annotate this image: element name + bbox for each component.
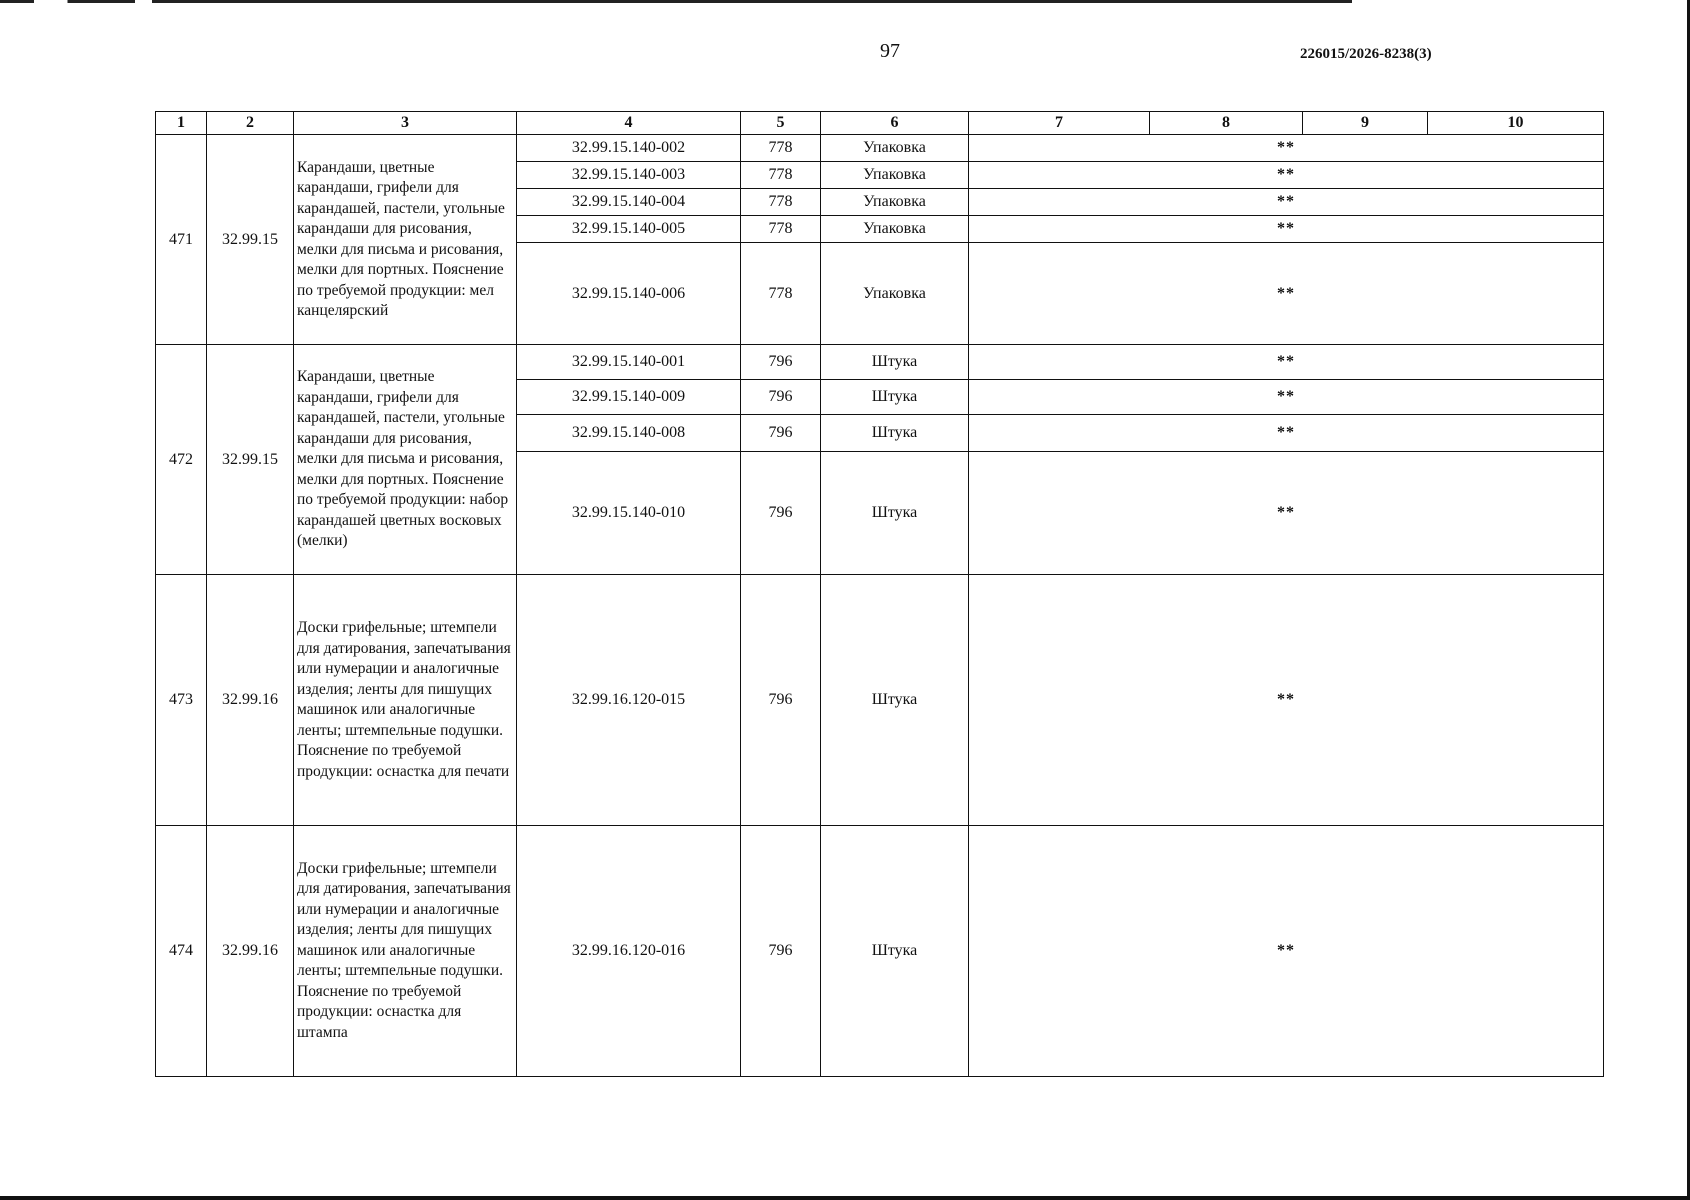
- restricted-value: **: [969, 135, 1604, 162]
- okpd-code: 32.99.16: [207, 826, 294, 1077]
- okpd-code: 32.99.15: [207, 135, 294, 345]
- page-number: 97: [880, 40, 900, 62]
- ktru-code: 32.99.15.140-002: [517, 135, 741, 162]
- table-header-row: [156, 112, 1604, 135]
- unit-name: Штука: [821, 452, 969, 575]
- product-description: Карандаши, цветные карандаши, грифели для карандашей, пастели, угольные карандаши для рисования, мелки для письма и рисования, мелки для портных. Пояснение по требуемой продукции: набор карандашей цветных восковых (мелки): [294, 345, 517, 575]
- col-header-6: 6: [821, 112, 969, 135]
- document-id: 226015/2026-8238(3): [1300, 46, 1432, 62]
- ktru-code: 32.99.15.140-008: [517, 415, 741, 452]
- okei-code: 796: [741, 345, 821, 380]
- restricted-value: **: [969, 162, 1604, 189]
- col-header-9: 9: [1303, 112, 1428, 135]
- col-header-5: 5: [741, 112, 821, 135]
- row-number: 471: [156, 135, 207, 345]
- unit-name: Штука: [821, 575, 969, 826]
- restricted-value: **: [969, 415, 1604, 452]
- ktru-code: 32.99.15.140-004: [517, 189, 741, 216]
- restricted-value: **: [969, 826, 1604, 1077]
- unit-name: Упаковка: [821, 135, 969, 162]
- unit-name: Упаковка: [821, 216, 969, 243]
- col-header-10: 10: [1428, 112, 1604, 135]
- ktru-code: 32.99.15.140-003: [517, 162, 741, 189]
- restricted-value: **: [969, 243, 1604, 345]
- products-table: [155, 111, 1604, 1077]
- product-description: Карандаши, цветные карандаши, грифели для карандашей, пастели, угольные карандаши для рисования, мелки для письма и рисования, мелки для портных. Пояснение по требуемой продукции: мел канцелярский: [294, 135, 517, 345]
- scan-edge-top: [0, 0, 1690, 3]
- restricted-value: **: [969, 575, 1604, 826]
- okpd-code: 32.99.16: [207, 575, 294, 826]
- okei-code: 796: [741, 452, 821, 575]
- okei-code: 778: [741, 162, 821, 189]
- col-header-2: 2: [207, 112, 294, 135]
- unit-name: Упаковка: [821, 243, 969, 345]
- col-header-7: 7: [969, 112, 1150, 135]
- restricted-value: **: [969, 452, 1604, 575]
- okei-code: 778: [741, 135, 821, 162]
- okei-code: 778: [741, 216, 821, 243]
- unit-name: Штука: [821, 380, 969, 415]
- unit-name: Штука: [821, 826, 969, 1077]
- table-row: [156, 826, 1604, 1077]
- okei-code: 778: [741, 243, 821, 345]
- ktru-code: 32.99.15.140-009: [517, 380, 741, 415]
- restricted-value: **: [969, 380, 1604, 415]
- ktru-code: 32.99.15.140-010: [517, 452, 741, 575]
- restricted-value: **: [969, 345, 1604, 380]
- row-number: 473: [156, 575, 207, 826]
- okei-code: 796: [741, 575, 821, 826]
- col-header-1: 1: [156, 112, 207, 135]
- ktru-code: 32.99.16.120-016: [517, 826, 741, 1077]
- product-description: Доски грифельные; штемпели для датирования, запечатывания или нумерации и аналогичные изделия; ленты для пишущих машинок или аналогичные ленты; штемпельные подушки. Пояснение по требуемой продукции: оснастка для печати: [294, 575, 517, 826]
- scan-edge-bottom: [0, 1196, 1690, 1200]
- okei-code: 796: [741, 826, 821, 1077]
- ktru-code: 32.99.15.140-005: [517, 216, 741, 243]
- ktru-code: 32.99.15.140-006: [517, 243, 741, 345]
- okei-code: 796: [741, 380, 821, 415]
- product-description: Доски грифельные; штемпели для датирования, запечатывания или нумерации и аналогичные изделия; ленты для пишущих машинок или аналогичные ленты; штемпельные подушки. Пояснение по требуемой продукции: оснастка для штампа: [294, 826, 517, 1077]
- unit-name: Штука: [821, 415, 969, 452]
- row-number: 472: [156, 345, 207, 575]
- ktru-code: 32.99.16.120-015: [517, 575, 741, 826]
- unit-name: Штука: [821, 345, 969, 380]
- okpd-code: 32.99.15: [207, 345, 294, 575]
- okei-code: 778: [741, 189, 821, 216]
- okei-code: 796: [741, 415, 821, 452]
- unit-name: Упаковка: [821, 162, 969, 189]
- ktru-code: 32.99.15.140-001: [517, 345, 741, 380]
- row-number: 474: [156, 826, 207, 1077]
- restricted-value: **: [969, 216, 1604, 243]
- restricted-value: **: [969, 189, 1604, 216]
- col-header-8: 8: [1150, 112, 1303, 135]
- col-header-4: 4: [517, 112, 741, 135]
- table-row: [156, 135, 1604, 162]
- unit-name: Упаковка: [821, 189, 969, 216]
- table-row: [156, 345, 1604, 380]
- col-header-3: 3: [294, 112, 517, 135]
- table-row: [156, 575, 1604, 826]
